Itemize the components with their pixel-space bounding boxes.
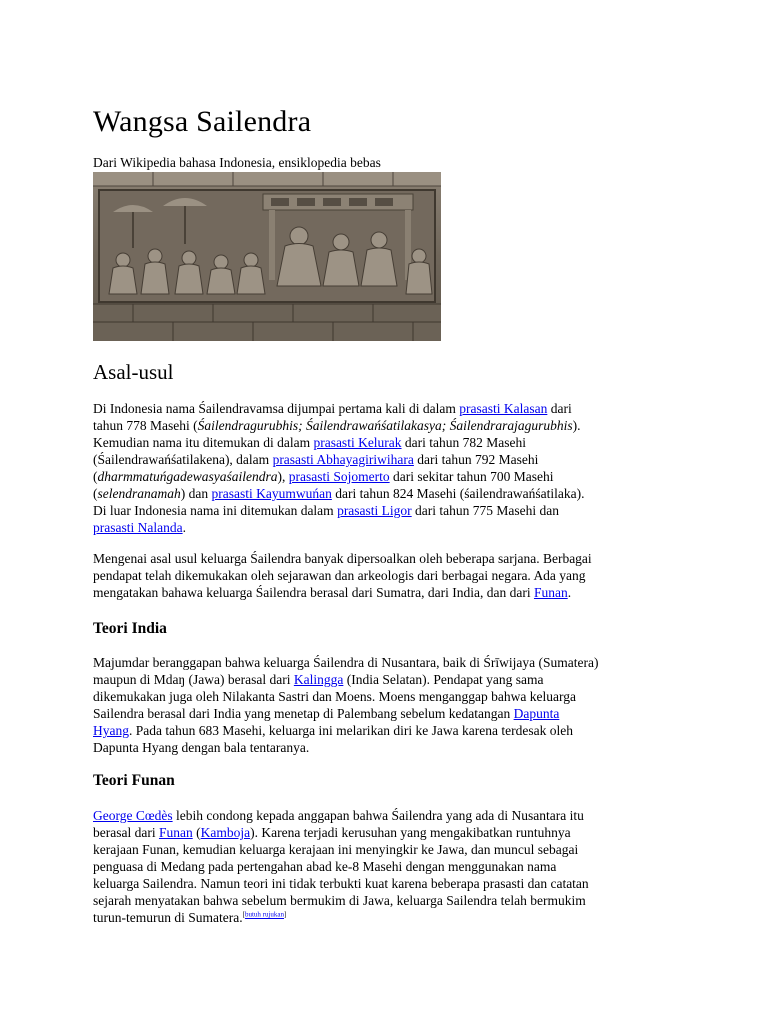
link-prasasti-kayumwunan[interactable]: prasasti Kayumwuńan (211, 486, 332, 501)
text-run: maupun di Mdaŋ (Jawa) berasal dari (93, 672, 294, 687)
section-heading-teori-india: Teori India (93, 620, 167, 637)
text-run: ). Karena terjadi kerusuhan yang mengakibatkan runtuhnya (250, 825, 571, 840)
text-line (93, 417, 683, 434)
section-heading-teori-funan: Teori Funan (93, 772, 175, 789)
section-heading-asal-usul: Asal-usul (93, 360, 174, 384)
text-line (93, 722, 683, 739)
text-line (93, 519, 683, 536)
text-run: tahun 778 Masehi ( (93, 418, 198, 433)
link-kamboja[interactable]: Kamboja (200, 825, 251, 840)
text-run: Di Indonesia nama Śailendravamsa dijumpai pertama kali di dalam (93, 401, 460, 416)
text-line (93, 584, 683, 601)
text-run: ). (572, 418, 581, 433)
text-run: ( (93, 486, 98, 501)
page-title: Wangsa Sailendra (93, 105, 312, 138)
text-run: lebih condong kepada anggapan bahwa Śailendra yang ada di Nusantara itu (172, 808, 584, 823)
italic-run: selendranamah (97, 486, 181, 501)
text-run: ( (93, 469, 98, 484)
relief-photo[interactable] (93, 172, 441, 341)
text-run: dari tahun 782 Masehi (401, 435, 527, 450)
link-funan[interactable]: Funan (158, 825, 193, 840)
text-run: ) dan (180, 486, 212, 501)
text-run: Kemudian nama itu ditemukan di dalam (93, 435, 314, 450)
text-run: dari sekitar tahun 700 Masehi (389, 469, 554, 484)
text-run: (India Selatan). Pendapat yang sama (343, 672, 544, 687)
text-run: turun-temurun di Sumatera. (93, 910, 243, 925)
text-line: keluarga Sailendra. Namun teori ini tidak terbukti kuat karena beberapa prasasti dan catatan (93, 876, 589, 891)
link-funan[interactable]: Funan (533, 585, 568, 600)
link-prasasti-sojomerto[interactable]: prasasti Sojomerto (288, 469, 390, 484)
link-butuh-rujukan[interactable]: butuh rujukan (244, 910, 285, 919)
link-dapunta-hyang[interactable]: Hyang (93, 723, 129, 738)
text-run: dari tahun 792 Masehi (413, 452, 539, 467)
text-line (93, 434, 683, 451)
text-line (93, 485, 683, 502)
text-line (93, 451, 683, 468)
text-run: dari tahun 824 Masehi (śailendrawańśatilaka). (331, 486, 585, 501)
text-line: Dapunta Hyang dengan bala tentaranya. (93, 740, 310, 755)
link-dapunta-hyang[interactable]: Dapunta (513, 706, 560, 721)
text-line: pendapat telah dikemukakan oleh sejarawan dan arkeologis dari berbagai negara. Ada yang (93, 568, 586, 583)
link-prasasti-abhayagiriwihara[interactable]: prasasti Abhayagiriwihara (272, 452, 414, 467)
text-run: dari tahun 775 Masehi dan (411, 503, 560, 518)
text-line: Mengenai asal usul keluarga Śailendra banyak dipersoalkan oleh beberapa sarjana. Berbagai (93, 551, 592, 566)
paragraph-teori-india (93, 654, 683, 756)
link-prasasti-kalasan[interactable]: prasasti Kalasan (459, 401, 548, 416)
text-line (93, 807, 683, 824)
text-run: dari (547, 401, 572, 416)
citation-needed: [butuh rujukan] (242, 910, 287, 919)
text-run: ( (192, 825, 201, 840)
text-line: Majumdar beranggapan bahwa keluarga Śailendra di Nusantara, baik di Śrīwijaya (Sumatera) (93, 655, 599, 670)
link-prasasti-kelurak[interactable]: prasasti Kelurak (313, 435, 402, 450)
text-line: dikemukakan juga oleh Nilakanta Sastri dan Moens. Moens menganggap bahwa keluarga (93, 689, 576, 704)
text-run: . (182, 520, 186, 535)
text-line (93, 909, 683, 926)
italic-run: Śailendragurubhis; Śailendrawańśatilakasya; Śailendrarajagurubhis (197, 418, 573, 433)
text-line: kerajaan Funan, kemudian keluarga kerajaan ini menyingkir ke Jawa, dan muncul sebagai (93, 842, 579, 857)
text-run: (Śailendrawańśatilakena), dalam (93, 452, 273, 467)
text-line: penguasa di Medang pada pertengahan abad ke-8 Masehi dengan menggunakan nama (93, 859, 557, 874)
text-line: sejarah menyatakan bahwa sebelum bermukim di Jawa, keluarga Sailendra telah bermukim (93, 893, 586, 908)
text-run: . (567, 585, 572, 600)
text-line (93, 705, 683, 722)
text-line (93, 502, 683, 519)
text-run: Di luar Indonesia nama ini ditemukan dalam (93, 503, 338, 518)
text-line (93, 400, 683, 417)
text-line (93, 671, 683, 688)
text-run: ), (277, 469, 289, 484)
relief-photo-icon (93, 172, 441, 341)
page-tagline: Dari Wikipedia bahasa Indonesia, ensiklopedia bebas (93, 155, 381, 170)
paragraph-asal-usul-1 (93, 400, 683, 536)
text-run: berasal dari (93, 825, 159, 840)
text-run: Sailendra berasal dari India yang menetap di Palembang sebelum kedatangan (93, 706, 514, 721)
link-george-coedes[interactable]: George Cœdès (93, 808, 173, 823)
link-kalingga[interactable]: Kalingga (293, 672, 344, 687)
text-line (93, 468, 683, 485)
paragraph-teori-funan (93, 807, 683, 926)
italic-run: dharmmatuńgadewasyaśailendra (97, 469, 278, 484)
link-prasasti-nalanda[interactable]: prasasti Nalanda (93, 520, 183, 535)
text-run: mengatakan bahawa keluarga Śailendra berasal dari Sumatra, dari India, dan dari (93, 585, 534, 600)
paragraph-asal-usul-2 (93, 550, 683, 601)
text-run: . Pada tahun 683 Masehi, keluarga ini melarikan diri ke Jawa karena terdesak oleh (129, 723, 573, 738)
link-prasasti-ligor[interactable]: prasasti Ligor (337, 503, 412, 518)
text-line (93, 824, 683, 841)
